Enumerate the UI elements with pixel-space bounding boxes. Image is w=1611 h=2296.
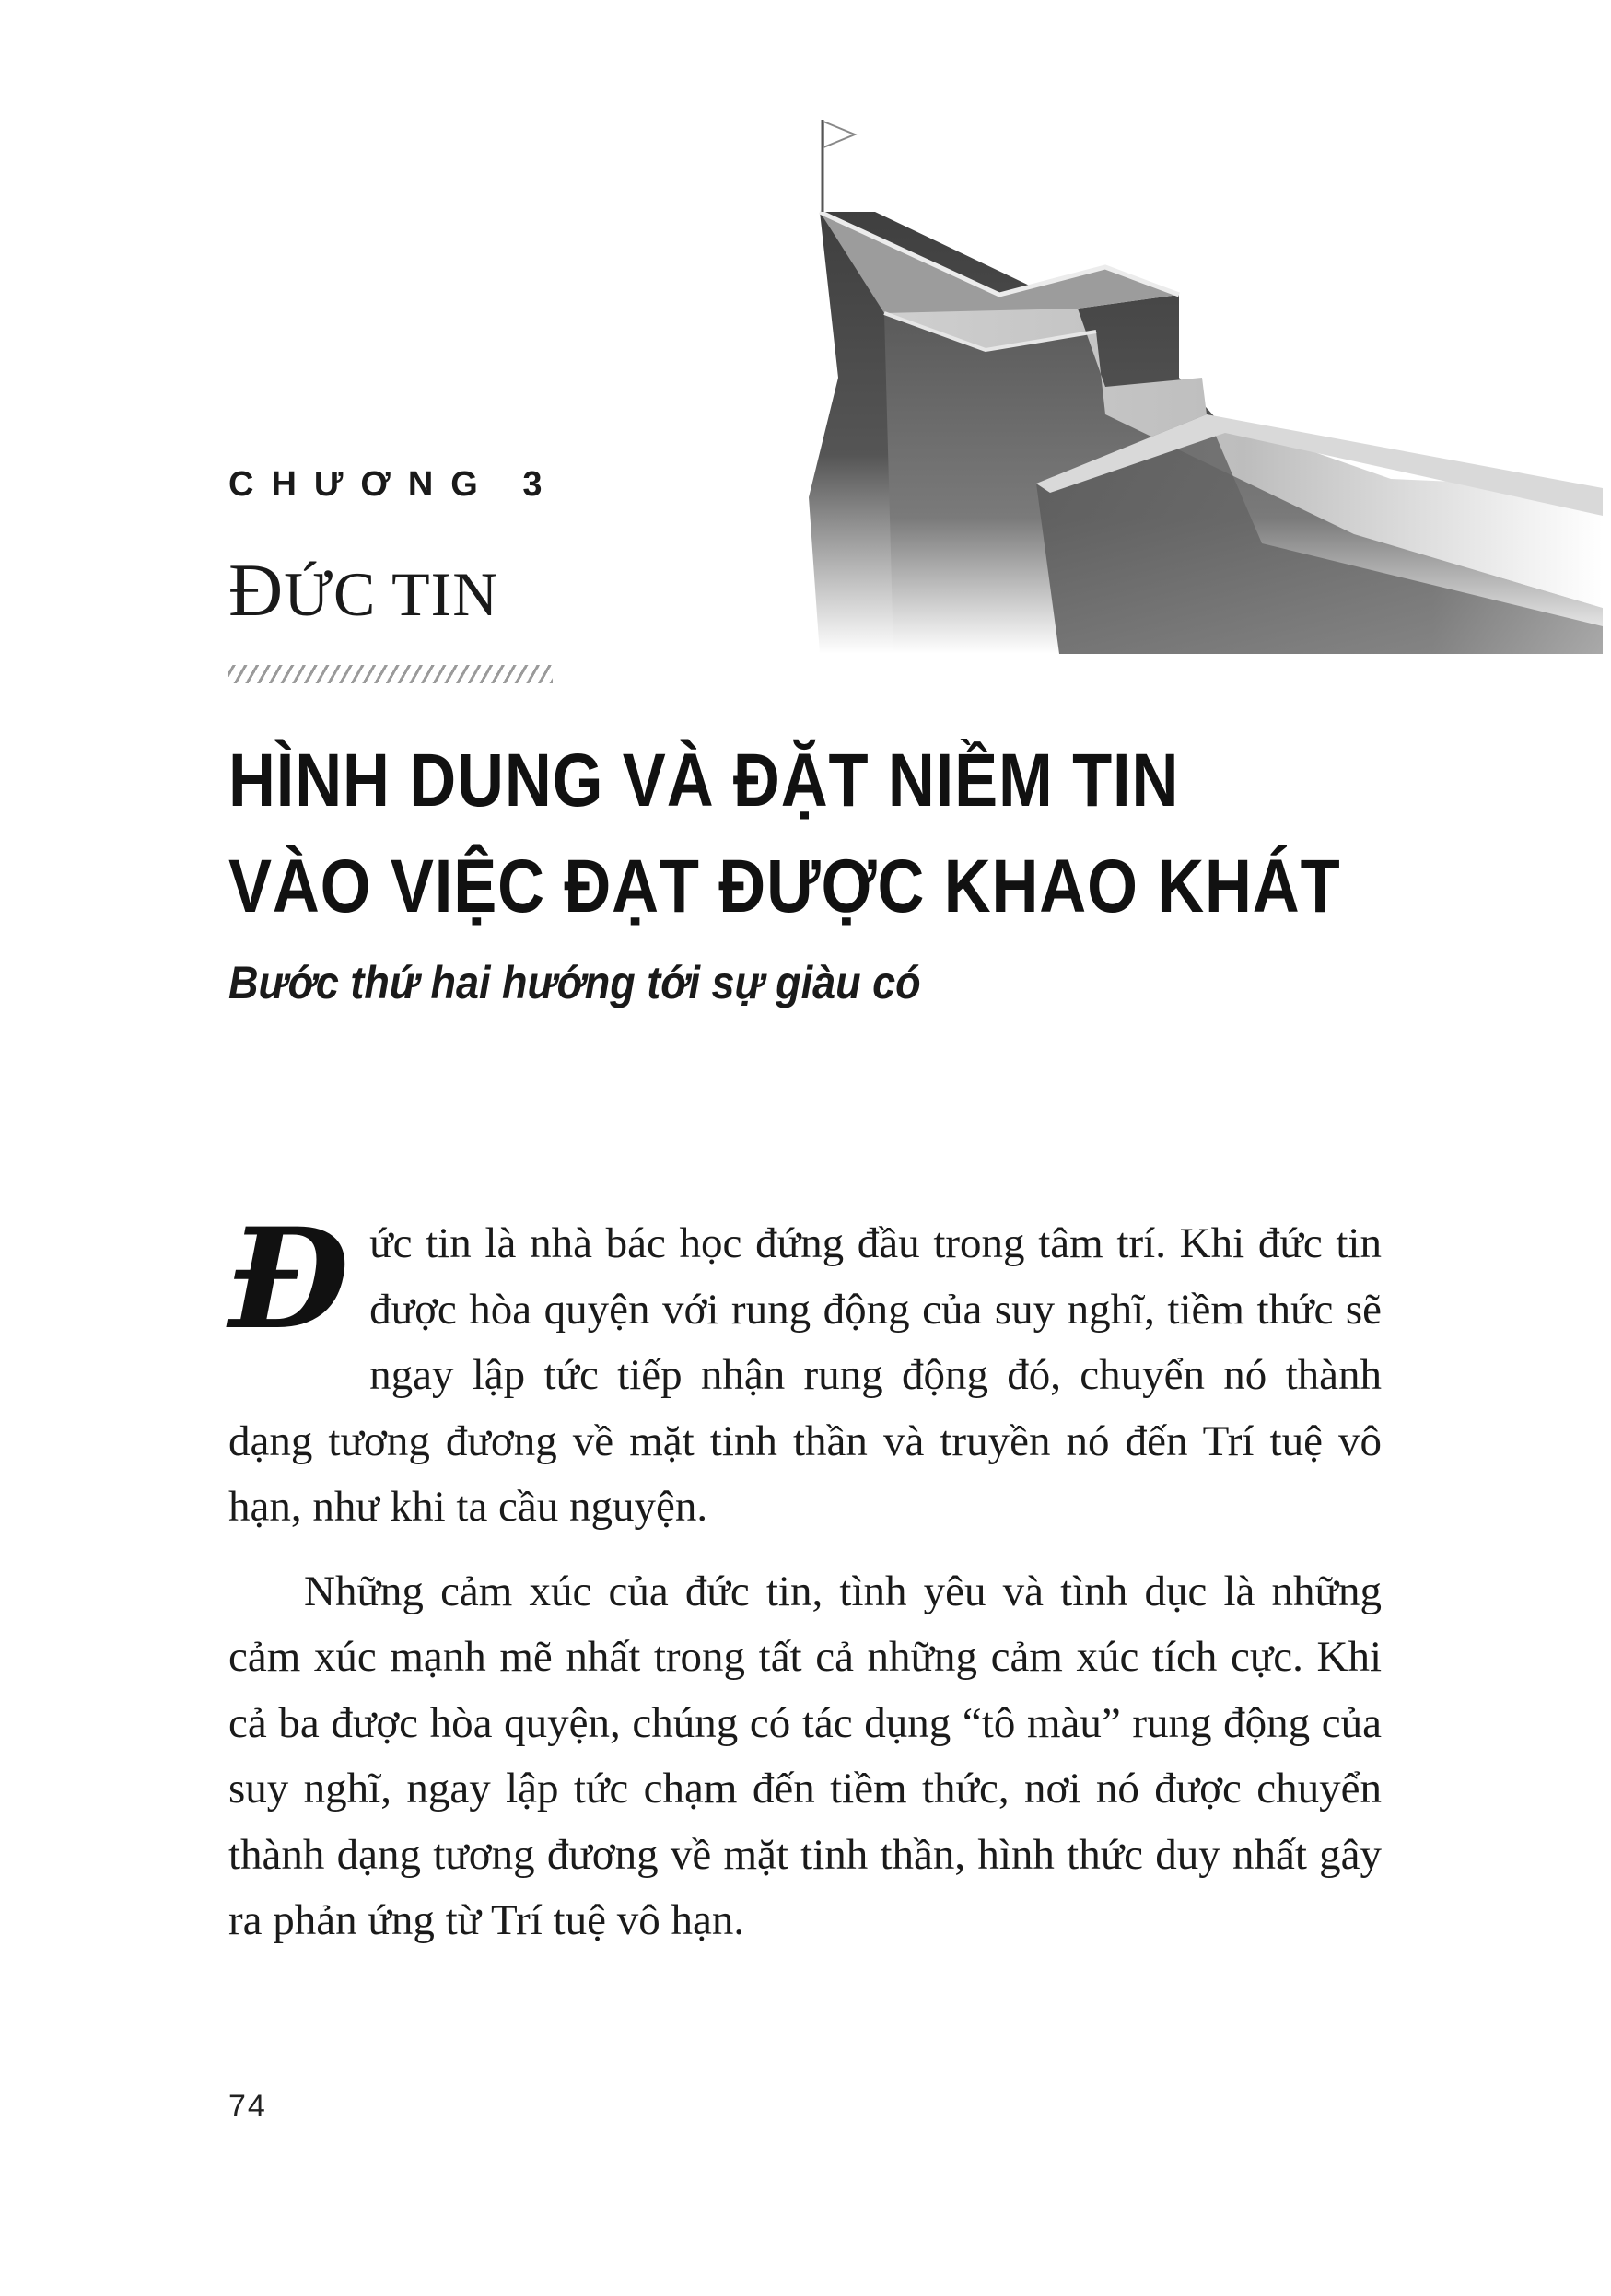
paragraph-2: Những cảm xúc của đức tin, tình yêu và tình dục là những cảm xúc mạnh mẽ nhất trong tất cả những cảm xúc tích cực. Khi cả ba được hòa quyện, chúng có tác dụng “tô màu” rung động của suy nghĩ, ngay lập tức chạm đến tiềm thức, nơi nó được chuyển thành dạng tương đương về mặt tinh thần, hình thức duy nhất gây ra phản ứng từ Trí tuệ vô hạn.: [228, 1567, 1382, 1944]
paragraph-1-text: ức tin là nhà bác học đứng đầu trong tâm trí. Khi đức tin được hòa quyện với rung động của suy nghĩ, tiềm thức sẽ ngay lập tức tiếp nhận rung động đó, chuyển nó thành dạng tương đương về mặt tinh thần và truyền nó đến Trí tuệ vô hạn, như khi ta cầu nguyện.: [228, 1219, 1382, 1531]
chapter-title: [228, 548, 499, 632]
subheading: Bước thứ hai hướng tới sự giàu có: [228, 957, 921, 1008]
decorative-hatch-divider: [228, 665, 553, 683]
body-text: [228, 1198, 1382, 1954]
drop-cap: Đ: [228, 1198, 350, 1360]
chapter-title-rest: ỨC TIN: [284, 559, 499, 629]
main-heading-line-1: HÌNH DUNG VÀ ĐẶT NIỀM TIN: [228, 739, 1180, 822]
mountain-summit-illustration: [801, 111, 1603, 654]
chapter-label: CHƯƠNG 3: [228, 465, 560, 504]
paragraph-1: [228, 1198, 1382, 1541]
main-heading: [228, 728, 1341, 939]
page-number: 74: [228, 2089, 267, 2124]
flag-icon: [823, 122, 855, 147]
main-heading-line-2: VÀO VIỆC ĐẠT ĐƯỢC KHAO KHÁT: [228, 845, 1341, 928]
chapter-title-initial: Đ: [228, 548, 285, 632]
